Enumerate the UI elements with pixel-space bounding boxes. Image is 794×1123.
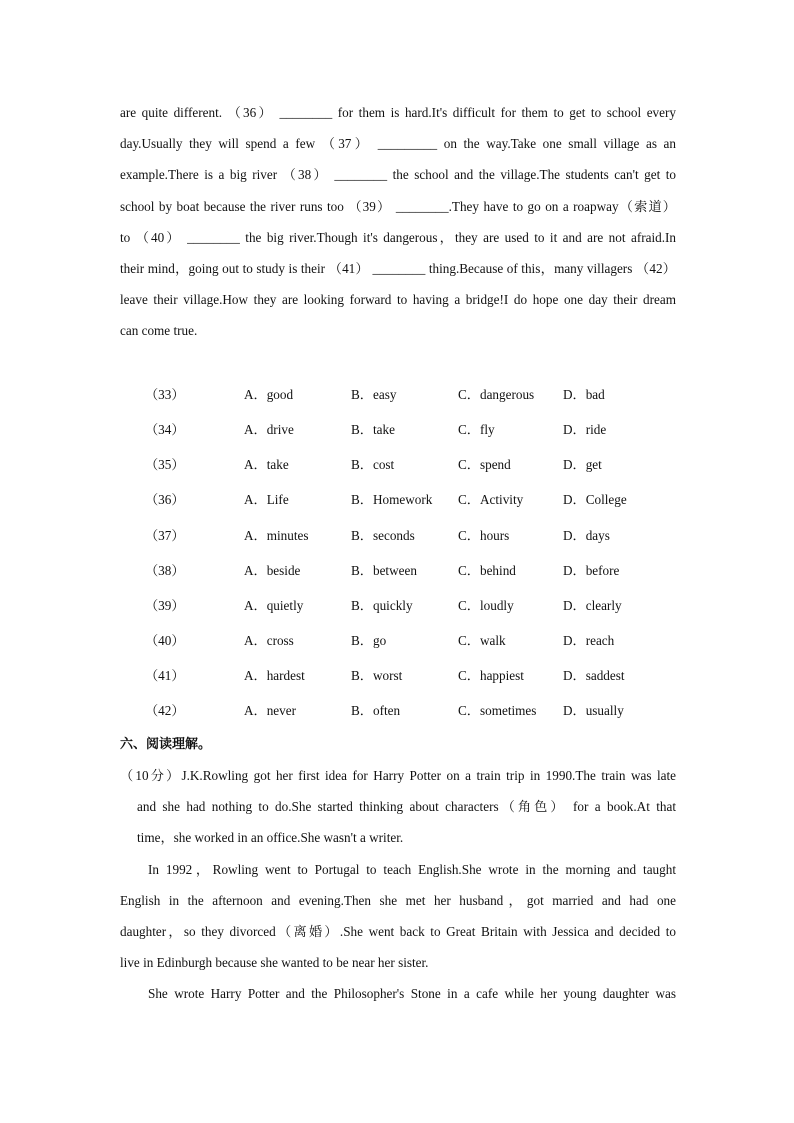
question-number: （41） (145, 668, 185, 684)
option-row (145, 521, 665, 556)
option-row (145, 415, 665, 450)
option-c: C．sometimes (458, 703, 537, 719)
reading-line: daughter，so they divorced（离婚）.She went back to Great Britain with Jessica and decided to (120, 924, 676, 940)
passage-line: example.There is a big river （38） ________ the school and the village.The students can't get to (120, 167, 676, 183)
reading-line: She wrote Harry Potter and the Philosopher's Stone in a cafe while her young daughter was (148, 986, 676, 1002)
passage-line: their mind，going out to study is their （41） ________ thing.Because of this，many villagers （42） (120, 261, 676, 277)
question-number: （42） (145, 703, 185, 719)
passage-line: day.Usually they will spend a few （37） _________ on the way.Take one small village as an (120, 136, 676, 152)
passage-line: to （40） ________ the big river.Though it's dangerous，they are used to it and are not afraid.In (120, 229, 676, 245)
option-b: B．cost (351, 457, 395, 473)
option-d: D．usually (563, 703, 624, 719)
option-a: A．minutes (244, 527, 309, 543)
option-a: A．quietly (244, 597, 304, 613)
option-a: A．Life (244, 492, 289, 508)
option-b: B．quickly (351, 597, 413, 613)
reading-line: and she had nothing to do.She started thinking about characters（角色） for a book.At that (137, 799, 676, 815)
reading-line: （10分）J.K.Rowling got her first idea for Harry Potter on a train trip in 1990.The train was late (120, 768, 676, 783)
option-c: C．loudly (458, 597, 514, 613)
option-row (145, 696, 665, 731)
reading-line: In 1992，Rowling went to Portugal to teach English.She wrote in the morning and taught (148, 861, 676, 877)
option-b: B．go (351, 632, 387, 648)
question-number: （38） (145, 562, 185, 578)
reading-line: live in Edinburgh because she wanted to be near her sister. (120, 955, 429, 971)
option-c: C．spend (458, 457, 511, 473)
option-a: A．beside (244, 562, 301, 578)
option-b: B．take (351, 422, 395, 438)
option-row (145, 626, 665, 661)
question-number: （33） (145, 387, 185, 402)
option-row (145, 450, 665, 485)
option-row (145, 556, 665, 591)
option-d: D．College (563, 492, 627, 508)
question-number: （39） (145, 597, 185, 613)
reading-line: English in the afternoon and evening.Then she met her husband，got married and had one (120, 892, 676, 908)
option-row (145, 380, 665, 415)
passage-line: leave their village.How they are looking forward to having a bridge!I do hope one day their dream (120, 292, 676, 308)
passage-line: school by boat because the river runs too （39） ________.They have to go on a roapway（索道） (120, 198, 676, 214)
option-b: B．between (351, 562, 417, 578)
option-d: D．before (563, 562, 620, 578)
option-a: A．take (244, 457, 289, 473)
question-number: （34） (145, 422, 185, 438)
option-c: C．fly (458, 422, 495, 438)
question-number: （35） (145, 457, 185, 473)
option-c: C．behind (458, 562, 516, 578)
option-b: B．easy (351, 387, 397, 402)
section-heading: 六、阅读理解。 (120, 737, 212, 752)
question-number: （37） (145, 527, 185, 543)
option-a: A．hardest (244, 668, 305, 684)
option-c: C．Activity (458, 492, 524, 508)
option-c: C．hours (458, 527, 510, 543)
option-row (145, 661, 665, 696)
option-d: D．clearly (563, 597, 622, 613)
option-c: C．walk (458, 632, 506, 648)
option-b: B．Homework (351, 492, 433, 508)
option-d: D．bad (563, 387, 605, 402)
option-a: A．good (244, 387, 294, 402)
cloze-passage (120, 97, 676, 347)
option-d: D．days (563, 527, 610, 543)
option-a: A．never (244, 703, 296, 719)
option-d: D．reach (563, 632, 615, 648)
option-a: A．drive (244, 422, 294, 438)
reading-passage (120, 760, 676, 1010)
option-row (145, 591, 665, 626)
answer-options-list (145, 380, 665, 731)
option-d: D．get (563, 457, 602, 473)
question-number: （36） (145, 492, 185, 508)
passage-line: can come true. (120, 323, 198, 339)
passage-line: are quite different. （36） ________ for them is hard.It's difficult for them to get to school every (120, 105, 676, 120)
option-row (145, 485, 665, 520)
option-c: C．dangerous (458, 387, 535, 402)
option-a: A．cross (244, 632, 294, 648)
option-d: D．saddest (563, 668, 625, 684)
question-number: （40） (145, 632, 185, 648)
option-b: B．worst (351, 668, 403, 684)
option-d: D．ride (563, 422, 607, 438)
option-c: C．happiest (458, 668, 524, 684)
reading-line: time，she worked in an office.She wasn't a writer. (137, 830, 404, 846)
option-b: B．often (351, 703, 401, 719)
option-b: B．seconds (351, 527, 415, 543)
